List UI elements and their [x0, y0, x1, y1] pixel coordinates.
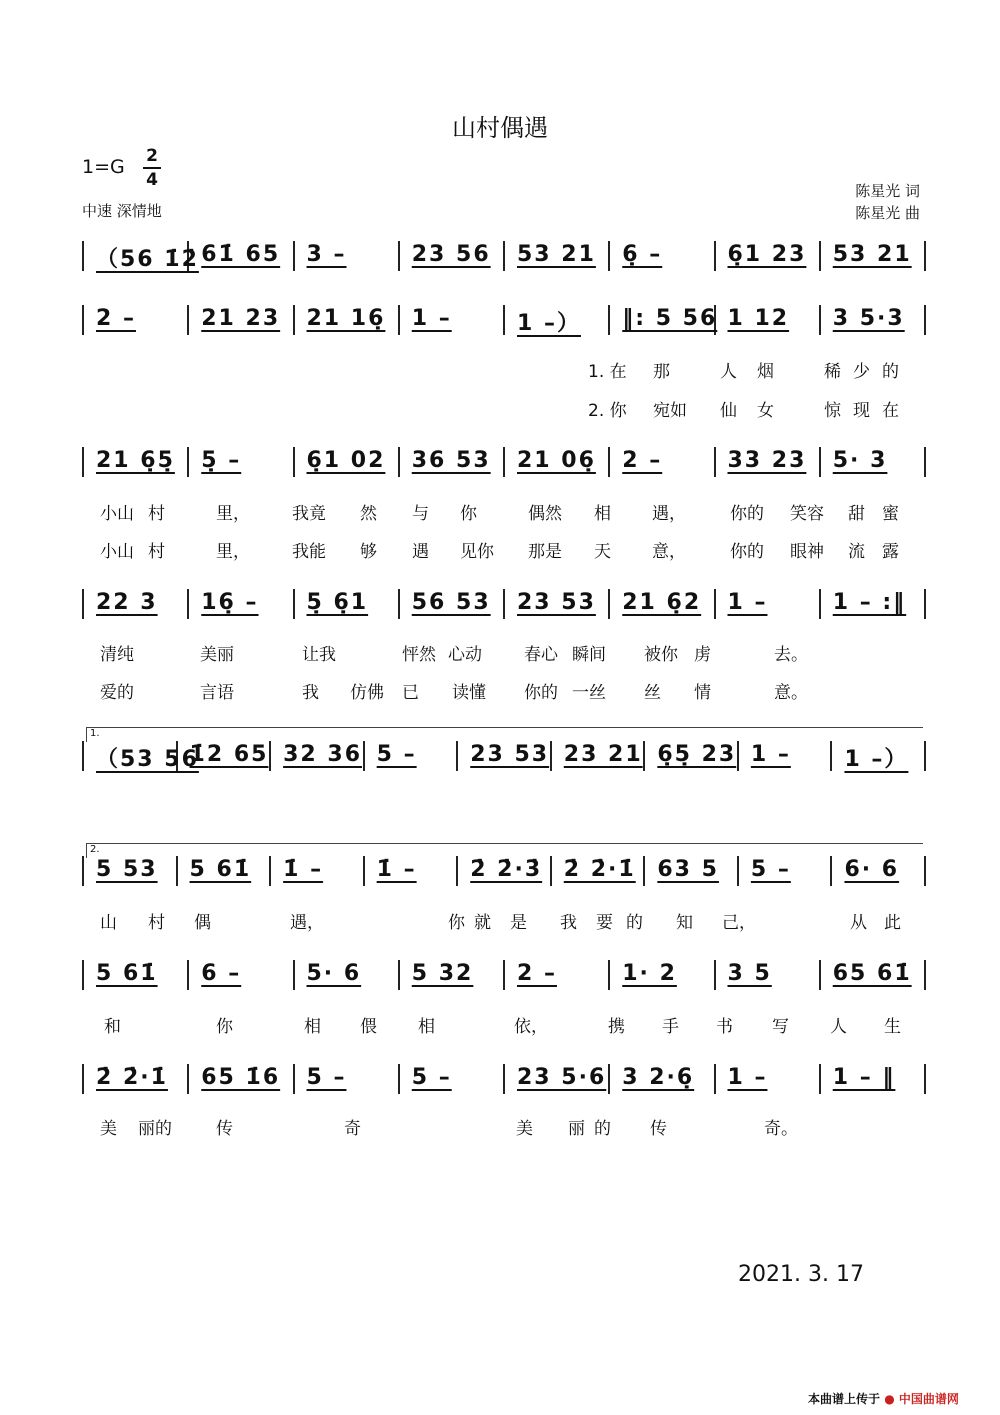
- barline: [187, 589, 189, 619]
- measure: 5 53: [96, 857, 158, 882]
- barline: [608, 241, 610, 271]
- measure: （53 56: [96, 747, 199, 772]
- barline: [819, 960, 821, 990]
- staff: [82, 738, 924, 774]
- lyric-word: 眼神: [790, 542, 824, 562]
- lyric-word: 遇，: [290, 913, 324, 933]
- barline: [398, 447, 400, 477]
- measure: 5̣ –: [201, 448, 242, 473]
- lyric-word: 你: [216, 1017, 233, 1037]
- lyric-word: 笑容: [790, 504, 824, 524]
- barline: [82, 741, 84, 771]
- lyric-word: 虏: [694, 645, 711, 665]
- barline: [924, 960, 926, 990]
- lyric-word: 我能: [292, 542, 326, 562]
- measure: 1̇ –: [376, 857, 417, 882]
- measure: 2 –: [622, 448, 663, 473]
- measure: 2̇ 2̇·1̇: [563, 857, 636, 882]
- date: 2021. 3. 17: [738, 1262, 864, 1287]
- measure: 5 –: [750, 857, 791, 882]
- lyric-word: 怦然: [402, 645, 436, 665]
- measure: 21 16̣: [306, 306, 386, 331]
- barline: [363, 741, 365, 771]
- measure: 1 12: [727, 306, 790, 331]
- lyric-word: 己，: [722, 913, 756, 933]
- barline: [643, 856, 645, 886]
- lyric-word: 见你: [460, 542, 494, 562]
- volta-second-ending: [86, 843, 923, 858]
- measure: 1 – :‖: [832, 590, 907, 615]
- lyric-word: 心动: [448, 645, 482, 665]
- barline: [924, 856, 926, 886]
- measure: 6 –: [201, 961, 242, 986]
- score-row: [0, 853, 1000, 901]
- lyric-word: 你: [448, 913, 465, 933]
- measure: 23 56: [411, 242, 491, 267]
- score-row: [0, 444, 1000, 492]
- brand-logo-icon: ●: [884, 1392, 895, 1406]
- barline: [293, 305, 295, 335]
- lyric-line: [0, 1114, 1000, 1138]
- barline: [924, 447, 926, 477]
- barline: [608, 960, 610, 990]
- barline: [819, 589, 821, 619]
- barline: [176, 856, 178, 886]
- barline: [398, 241, 400, 271]
- measure: 65 61̇: [832, 961, 912, 986]
- lyric-word: 仿佛: [350, 683, 384, 703]
- lyric-word: 村: [148, 913, 165, 933]
- lyric-word: 情: [694, 683, 711, 703]
- barline: [398, 589, 400, 619]
- lyric-word: 言语: [200, 683, 234, 703]
- staff: [82, 853, 924, 889]
- time-signature: [143, 146, 161, 190]
- barline: [398, 960, 400, 990]
- lyric-word: 少: [853, 362, 870, 382]
- lyric-word: 意。: [774, 683, 808, 703]
- lyricist-credit: 陈星光 词: [855, 182, 920, 200]
- volta-first-ending: [86, 727, 923, 742]
- measure: 1 –: [750, 742, 791, 767]
- lyric-word: 相: [594, 504, 611, 524]
- barline: [819, 447, 821, 477]
- barline: [293, 960, 295, 990]
- lyric-word: 宛如: [653, 401, 687, 421]
- lyric-word: 甜: [848, 504, 865, 524]
- lyric-word: 你: [460, 504, 477, 524]
- barline: [187, 960, 189, 990]
- barline: [550, 856, 552, 886]
- measure: 6̣ –: [622, 242, 663, 267]
- lyric-word: 丽的: [138, 1119, 172, 1139]
- barline: [82, 1064, 84, 1094]
- measure: 6̣1 23: [727, 242, 807, 267]
- lyric-word: 那是: [528, 542, 562, 562]
- lyric-word: 和: [104, 1017, 121, 1037]
- lyric-word: 是: [510, 913, 527, 933]
- measure: 1 –）: [844, 747, 909, 772]
- lyric-word: 村: [148, 542, 165, 562]
- measure: 21 06̣: [517, 448, 596, 473]
- barline: [269, 856, 271, 886]
- lyric-word: 烟: [757, 362, 774, 382]
- lyric-word: 你的: [730, 542, 764, 562]
- barline: [830, 741, 832, 771]
- measure: 5· 6: [306, 961, 362, 986]
- lyric-word: 与: [412, 504, 429, 524]
- score-row: [0, 957, 1000, 1005]
- measure: 23 53: [517, 590, 596, 615]
- lyric-word: 美丽: [200, 645, 234, 665]
- measure: 5 32: [411, 961, 474, 986]
- measure: 5 61̇: [96, 961, 158, 986]
- lyric-word: 要: [596, 913, 613, 933]
- lyric-line: [0, 678, 1000, 702]
- key-signature: 1=G: [82, 156, 125, 178]
- measure: 23 5·6: [517, 1065, 607, 1090]
- barline: [924, 741, 926, 771]
- barline: [82, 856, 84, 886]
- lyric-word: 流: [848, 542, 865, 562]
- lyric-word: 奇。: [764, 1119, 798, 1139]
- footer-prefix: 本曲谱上传于: [808, 1392, 881, 1406]
- barline: [819, 241, 821, 271]
- lyric-word: 春心: [524, 645, 558, 665]
- lyric-word: 瞬间: [572, 645, 606, 665]
- barline: [737, 856, 739, 886]
- measure: 1 –: [727, 1065, 768, 1090]
- lyric-word: 去。: [774, 645, 808, 665]
- staff: [82, 444, 924, 480]
- lyric-line: [0, 357, 1000, 381]
- lyric-word: 那: [653, 362, 670, 382]
- measure: 5 61̇: [189, 857, 252, 882]
- barline: [737, 741, 739, 771]
- measure: 1 –）: [517, 311, 581, 336]
- lyric-word: 在: [882, 401, 899, 421]
- barline: [924, 305, 926, 335]
- score-row: [0, 738, 1000, 786]
- measure: 3 2·6̣: [622, 1065, 695, 1090]
- lyric-word: 读懂: [452, 683, 486, 703]
- barline: [269, 741, 271, 771]
- song-title: 山村偶遇: [452, 114, 548, 142]
- lyric-word: 山: [100, 913, 117, 933]
- lyric-word: 偶: [194, 913, 211, 933]
- measure: 5̣ 6̣1: [306, 590, 369, 615]
- measure: 61̇ 65: [201, 242, 281, 267]
- barline: [187, 447, 189, 477]
- lyric-word: 小山: [100, 542, 134, 562]
- lyric-word: 2. 你: [588, 401, 627, 421]
- measure: 5 –: [411, 1065, 452, 1090]
- barline: [503, 1064, 505, 1094]
- measure: 56 53: [411, 590, 491, 615]
- barline: [503, 305, 505, 335]
- barline: [503, 589, 505, 619]
- measure: 1̇2 65: [189, 742, 269, 767]
- measure: ‖: 5 56: [622, 306, 718, 331]
- score-row: [0, 302, 1000, 350]
- barline: [363, 856, 365, 886]
- lyric-word: 蜜: [882, 504, 899, 524]
- barline: [819, 305, 821, 335]
- lyric-word: 携: [608, 1017, 625, 1037]
- lyric-word: 天: [594, 542, 611, 562]
- barline: [608, 589, 610, 619]
- lyric-line: [0, 499, 1000, 523]
- lyric-word: 惊: [824, 401, 841, 421]
- staff: [82, 957, 924, 993]
- staff: [82, 586, 924, 622]
- lyric-word: 被你: [644, 645, 678, 665]
- footer: [808, 1390, 959, 1407]
- barline: [82, 305, 84, 335]
- staff: [82, 1061, 924, 1097]
- lyric-line: [0, 537, 1000, 561]
- barline: [82, 447, 84, 477]
- barline: [293, 1064, 295, 1094]
- barline: [714, 960, 716, 990]
- barline: [82, 960, 84, 990]
- barline: [714, 241, 716, 271]
- barline: [924, 1064, 926, 1094]
- lyric-word: 稀: [824, 362, 841, 382]
- time-signature-bottom: 4: [146, 170, 158, 190]
- measure: 1 –: [411, 306, 452, 331]
- measure: 53 21: [517, 242, 596, 267]
- lyric-word: 遇: [412, 542, 429, 562]
- lyric-word: 够: [360, 542, 377, 562]
- barline: [398, 305, 400, 335]
- lyric-word: 的: [626, 913, 643, 933]
- measure: 2 –: [96, 306, 136, 331]
- lyric-word: 就: [474, 913, 491, 933]
- lyric-word: 此: [884, 913, 901, 933]
- barline: [550, 741, 552, 771]
- lyric-word: 清纯: [100, 645, 134, 665]
- barline: [924, 241, 926, 271]
- barline: [643, 741, 645, 771]
- barline: [293, 447, 295, 477]
- measure: 21 23: [201, 306, 281, 331]
- lyric-word: 依，: [514, 1017, 548, 1037]
- measure: 65 1̇6: [201, 1065, 281, 1090]
- measure: 5 –: [306, 1065, 347, 1090]
- time-signature-top: 2: [146, 146, 158, 166]
- measure: 3 5·3: [832, 306, 905, 331]
- barline: [293, 589, 295, 619]
- measure: 2 –: [517, 961, 557, 986]
- lyric-word: 我: [560, 913, 577, 933]
- measure: 53 21: [832, 242, 912, 267]
- barline: [456, 741, 458, 771]
- lyric-word: 露: [882, 542, 899, 562]
- measure: 6̣1 02: [306, 448, 386, 473]
- lyric-word: 的: [594, 1119, 611, 1139]
- score-row: [0, 238, 1000, 286]
- lyric-word: 奇: [344, 1119, 361, 1139]
- measure: 1̇ –: [283, 857, 324, 882]
- measure: 1 –: [727, 590, 768, 615]
- score-row: [0, 1061, 1000, 1109]
- measure: 6̣5̣ 23: [657, 742, 737, 767]
- lyric-line: [0, 640, 1000, 664]
- lyric-word: 传: [216, 1119, 233, 1139]
- barline: [456, 856, 458, 886]
- staff: [82, 302, 924, 338]
- barline: [830, 856, 832, 886]
- barline: [819, 1064, 821, 1094]
- lyric-word: 的: [882, 362, 899, 382]
- volta-label: 1.: [90, 728, 100, 739]
- lyric-word: 然: [360, 504, 377, 524]
- measure: 23 21: [563, 742, 643, 767]
- lyric-line: [0, 908, 1000, 932]
- lyric-word: 书: [716, 1017, 733, 1037]
- measure: 3 5: [727, 961, 772, 986]
- lyric-word: 手: [662, 1017, 679, 1037]
- score-row: [0, 586, 1000, 634]
- lyric-word: 已: [402, 683, 419, 703]
- barline: [714, 589, 716, 619]
- lyric-word: 生: [884, 1017, 901, 1037]
- barline: [503, 960, 505, 990]
- lyric-word: 传: [650, 1119, 667, 1139]
- measure: 33 23: [727, 448, 807, 473]
- barline: [187, 305, 189, 335]
- barline: [608, 305, 610, 335]
- lyric-word: 你的: [730, 504, 764, 524]
- lyric-word: 意，: [652, 542, 686, 562]
- composer-credit: 陈星光 曲: [855, 204, 920, 222]
- barline: [82, 241, 84, 271]
- lyric-word: 1. 在: [588, 362, 627, 382]
- measure: 2̇ 2̇·3̇: [470, 857, 543, 882]
- lyric-word: 里，: [216, 542, 250, 562]
- lyric-word: 美: [516, 1119, 533, 1139]
- measure: 5 –: [376, 742, 417, 767]
- measure: 21 6̣2: [622, 590, 702, 615]
- barline: [924, 589, 926, 619]
- lyric-word: 人: [720, 362, 737, 382]
- measure: 32 36: [283, 742, 362, 767]
- lyric-word: 偶然: [528, 504, 562, 524]
- barline: [503, 241, 505, 271]
- measure: 2̇ 2̇·1̇: [96, 1065, 168, 1090]
- staff: [82, 238, 924, 274]
- footer-brand: 中国曲谱网: [898, 1392, 959, 1406]
- lyric-word: 你的: [524, 683, 558, 703]
- barline: [714, 1064, 716, 1094]
- volta-label: 2.: [90, 844, 100, 855]
- lyric-word: 丝: [644, 683, 661, 703]
- lyric-word: 村: [148, 504, 165, 524]
- barline: [293, 241, 295, 271]
- lyric-word: 相: [418, 1017, 435, 1037]
- lyric-word: 美: [100, 1119, 117, 1139]
- lyric-line: [0, 396, 1000, 420]
- lyric-word: 仙: [720, 401, 737, 421]
- tempo-marking: 中速 深情地: [82, 202, 162, 220]
- measure: 63 5: [657, 857, 719, 882]
- lyric-word: 里，: [216, 504, 250, 524]
- lyric-word: 我竟: [292, 504, 326, 524]
- barline: [187, 1064, 189, 1094]
- measure: （56 1̇2̇: [96, 247, 199, 272]
- barline: [503, 447, 505, 477]
- lyric-word: 从: [850, 913, 867, 933]
- measure: 6· 6: [844, 857, 900, 882]
- lyric-word: 爱的: [100, 683, 134, 703]
- measure: 21 6̣5̣: [96, 448, 175, 473]
- barline: [398, 1064, 400, 1094]
- lyric-word: 一丝: [572, 683, 606, 703]
- lyric-word: 现: [853, 401, 870, 421]
- measure: 1· 2: [622, 961, 677, 986]
- lyric-word: 我: [302, 683, 319, 703]
- lyric-word: 写: [772, 1017, 789, 1037]
- lyric-word: 小山: [100, 504, 134, 524]
- lyric-word: 女: [757, 401, 774, 421]
- lyric-word: 人: [830, 1017, 847, 1037]
- lyric-word: 遇，: [652, 504, 686, 524]
- measure: 1 – ‖: [832, 1065, 896, 1090]
- lyric-word: 偎: [360, 1017, 377, 1037]
- lyric-word: 让我: [302, 645, 336, 665]
- barline: [608, 1064, 610, 1094]
- measure: 22 3: [96, 590, 158, 615]
- barline: [82, 589, 84, 619]
- lyric-word: 知: [676, 913, 693, 933]
- measure: 16̣ –: [201, 590, 259, 615]
- lyric-word: 相: [304, 1017, 321, 1037]
- measure: 23 53: [470, 742, 550, 767]
- measure: 3 –: [306, 242, 347, 267]
- measure: 5· 3: [832, 448, 888, 473]
- measure: 36 53: [411, 448, 491, 473]
- barline: [714, 447, 716, 477]
- lyric-word: 丽: [568, 1119, 585, 1139]
- lyric-line: [0, 1012, 1000, 1036]
- barline: [608, 447, 610, 477]
